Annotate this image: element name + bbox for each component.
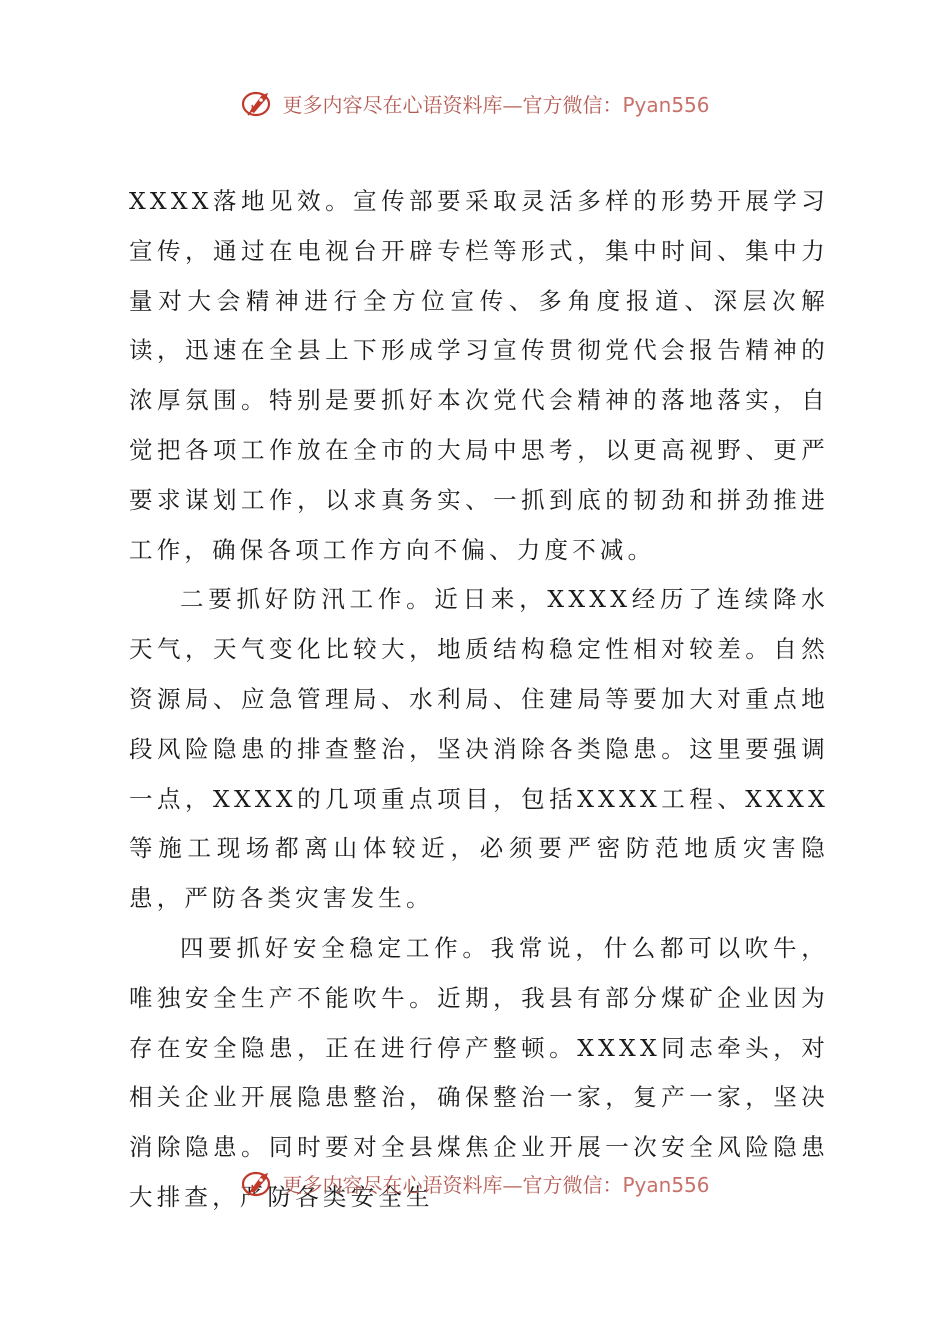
header-banner xyxy=(0,83,950,123)
footer-banner-label: 更多内容尽在心语资料库—官方微信： xyxy=(282,1172,623,1197)
header-wechat-id: Pyan556 xyxy=(622,92,710,117)
paragraph-1: XXXX落地见效。宣传部要采取灵活多样的形势开展学习宣传，通过在电视台开辟专栏等形式，集中时间、集中力量对大会精神进行全方位宣传、多角度报道、深层次解读，迅速在全县上下形成学习宣传贯彻党代会报告精神的浓厚氛围。特别是要抓好本次党代会精神的落地落实，自觉把各项工作放在全市的大局中思考，以更高视野、更严要求谋划工作，以求真务实、一抓到底的韧劲和拼劲推进工作，确保各项工作方向不偏、力度不减。 xyxy=(129,187,829,564)
footer-banner-text xyxy=(282,1169,709,1198)
paragraph-2: 二要抓好防汛工作。近日来，XXXX经历了连续降水天气，天气变化比较大，地质结构稳定性相对较差。自然资源局、应急管理局、水利局、住建局等要加大对重点地段风险隐患的排查整治，坚决消除各类隐患。这里要强调一点，XXXX的几项重点项目，包括XXXX工程、XXXX等施工现场都离山体较近，必须要严密防范地质灾害隐患，严防各类灾害发生。 xyxy=(129,585,829,913)
header-banner-label: 更多内容尽在心语资料库—官方微信： xyxy=(282,92,623,117)
footer-wechat-id: Pyan556 xyxy=(622,1172,710,1197)
pen-nib-logo-icon xyxy=(240,85,276,121)
paragraph-3: 四要抓好安全稳定工作。我常说，什么都可以吹牛，唯独安全生产不能吹牛。近期，我县有部分煤矿企业因为存在安全隐患，正在进行停产整顿。XXXX同志牵头，对相关企业开展隐患整治，确保整治一家，复产一家，坚决消除隐患。同时要对全县煤焦企业开展一次安全风险隐患大排查，严防各类安全生 xyxy=(129,933,829,1211)
document-body xyxy=(129,177,829,1223)
header-banner-text xyxy=(282,89,709,118)
pen-nib-logo-icon xyxy=(240,1165,276,1201)
footer-banner xyxy=(0,1163,950,1203)
